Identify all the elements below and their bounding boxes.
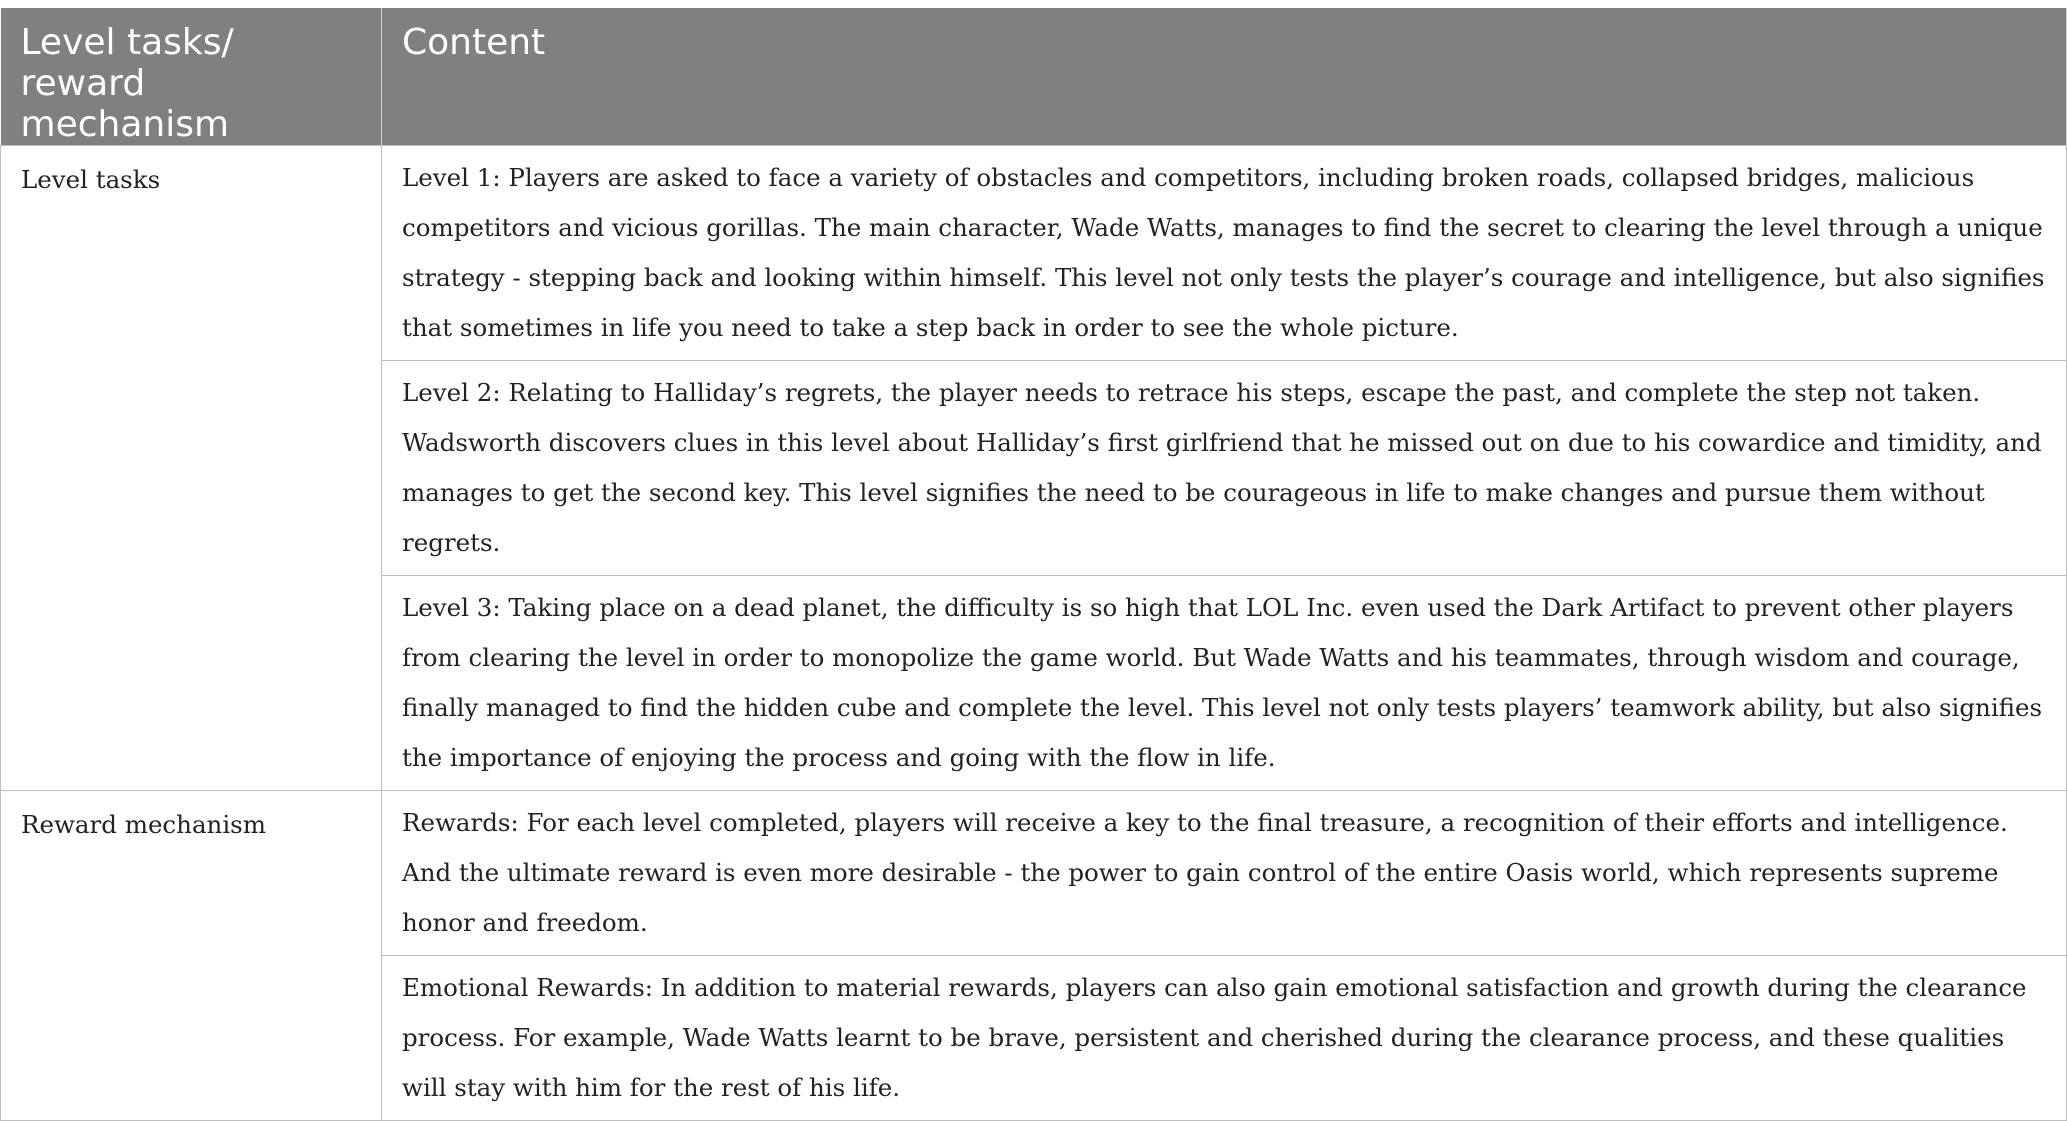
level-1-description: Level 1: Players are asked to face a variety of obstacles and competitors, including broken roads, collapsed bridges, malicious competitors and vicious gorillas. The main character, Wade Watts, manages to find the secret to clearing the level through a unique strategy - stepping back and looking within himself. This level not only tests the player’s courage and intelligence, but also signifies that sometimes in life you need to take a step back in order to see the whole picture.: [382, 146, 2067, 361]
content-table: [0, 8, 2067, 1121]
rewards-description: Rewards: For each level completed, players will receive a key to the final treasure, a recognition of their efforts and intelligence. And the ultimate reward is even more desirable - the power to gain control of the entire Oasis world, which represents supreme honor and freedom.: [382, 791, 2067, 956]
level-2-description: Level 2: Relating to Halliday’s regrets, the player needs to retrace his steps, escape the past, and complete the step not taken. Wadsworth discovers clues in this level about Halliday’s first girlfriend that he missed out on due to his cowardice and timidity, and manages to get the second key. This level signifies the need to be courageous in life to make changes and pursue them without regrets.: [382, 361, 2067, 576]
table-row: [1, 791, 2067, 956]
header-category: Level tasks/ reward mechanism: [1, 8, 382, 146]
level-3-description: Level 3: Taking place on a dead planet, the difficulty is so high that LOL Inc. even used the Dark Artifact to prevent other players from clearing the level in order to monopolize the game world. But Wade Watts and his teammates, through wisdom and courage, finally managed to find the hidden cube and complete the level. This level not only tests players’ teamwork ability, but also signifies the importance of enjoying the process and going with the flow in life.: [382, 576, 2067, 791]
emotional-rewards-description: Emotional Rewards: In addition to material rewards, players can also gain emotional satisfaction and growth during the clearance process. For example, Wade Watts learnt to be brave, persistent and cherished during the clearance process, and these qualities will stay with him for the rest of his life.: [382, 956, 2067, 1121]
header-content: Content: [382, 8, 2067, 146]
category-level-tasks: Level tasks: [1, 146, 382, 791]
category-reward-mechanism: Reward mechanism: [1, 791, 382, 1121]
header-row: [1, 8, 2067, 146]
table-row: [1, 146, 2067, 361]
